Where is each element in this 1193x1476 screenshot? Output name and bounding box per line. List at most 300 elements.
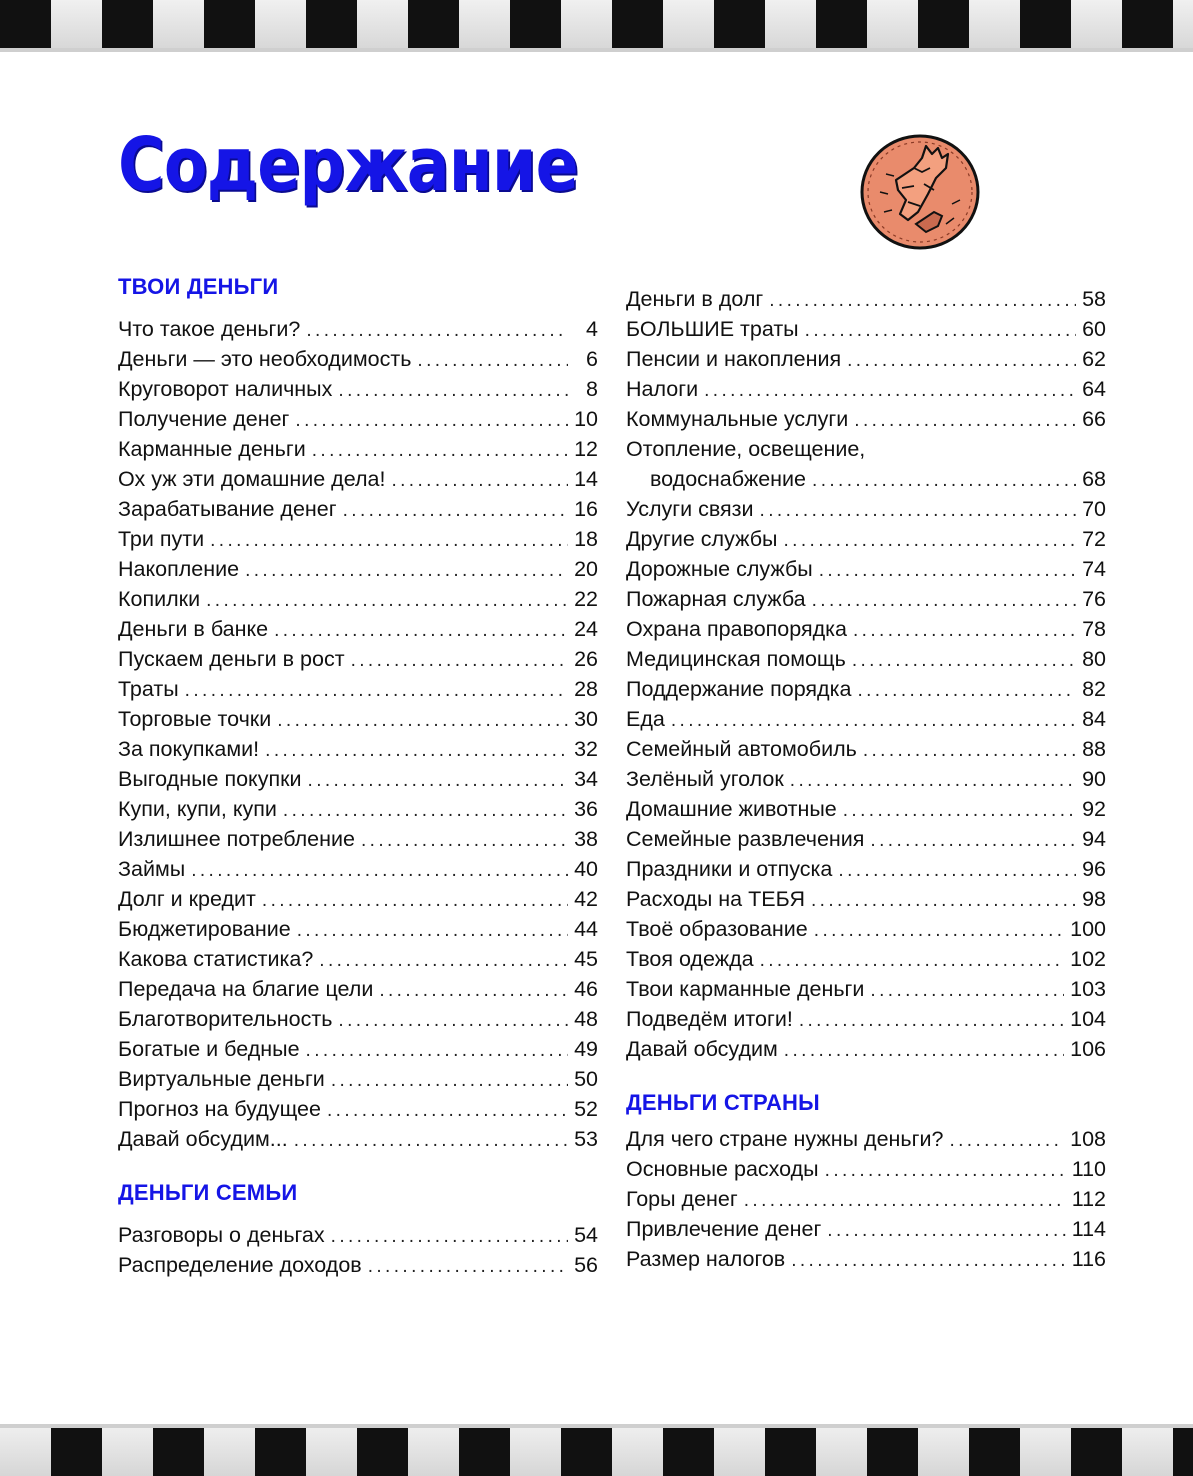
toc-entry[interactable]: [118, 644, 598, 674]
toc-entry[interactable]: [626, 734, 1106, 764]
film-cell: [0, 1424, 51, 1476]
dot-leader: [343, 496, 568, 526]
toc-entry-label: Виртуальные деньги: [118, 1067, 325, 1091]
toc-entry[interactable]: [626, 344, 1106, 374]
toc-entry-label: Твои карманные деньги: [626, 977, 865, 1001]
film-cell: [765, 0, 816, 52]
film-cell: [867, 1424, 918, 1476]
toc-entry-page: 76: [1082, 587, 1106, 611]
toc-entry-page: 64: [1082, 377, 1106, 401]
toc-entry[interactable]: [626, 1154, 1106, 1184]
toc-entry[interactable]: [118, 314, 598, 344]
film-cell: [663, 0, 714, 52]
toc-entry-page: 24: [574, 617, 598, 641]
toc-entry-label: Основные расходы: [626, 1157, 819, 1181]
toc-entry-label: Прогноз на будущее: [118, 1097, 321, 1121]
dot-leader: [784, 1036, 1064, 1066]
toc-entry-page: 12: [574, 437, 598, 461]
toc-entry-label: Круговорот наличных: [118, 377, 333, 401]
toc-entry[interactable]: [118, 884, 598, 914]
toc-column-left: [118, 272, 598, 1280]
dot-leader: [812, 586, 1076, 616]
toc-entry-page: 84: [1082, 707, 1106, 731]
toc-entry-label: Долг и кредит: [118, 887, 256, 911]
dot-leader: [744, 1186, 1066, 1216]
toc-entry[interactable]: [626, 464, 1106, 494]
film-cell: [102, 0, 153, 52]
toc-entry[interactable]: [626, 554, 1106, 584]
film-cell: [1020, 1424, 1071, 1476]
toc-entry-page: 102: [1070, 947, 1106, 971]
dot-leader: [297, 916, 568, 946]
toc-entry[interactable]: [118, 1094, 598, 1124]
toc-entry[interactable]: [118, 674, 598, 704]
toc-entry-label: Охрана правопорядка: [626, 617, 847, 641]
dot-leader: [854, 406, 1076, 436]
dot-leader: [811, 886, 1076, 916]
toc-entry[interactable]: [118, 374, 598, 404]
toc-entry-page: 32: [574, 737, 598, 761]
toc-entry-page: 54: [574, 1223, 598, 1247]
toc-entry[interactable]: [118, 1064, 598, 1094]
toc-entry-label: Пенсии и накопления: [626, 347, 842, 371]
toc-entry[interactable]: [626, 764, 1106, 794]
toc-entry-page: 82: [1082, 677, 1106, 701]
film-cell: [510, 0, 561, 52]
toc-entry-page: 48: [574, 1007, 598, 1031]
toc-entry[interactable]: [118, 434, 598, 464]
dot-leader: [294, 1126, 568, 1156]
toc-entry-label: Бюджетирование: [118, 917, 291, 941]
toc-entry[interactable]: [118, 914, 598, 944]
dot-leader: [308, 766, 568, 796]
toc-entry[interactable]: [118, 764, 598, 794]
toc-entry[interactable]: [118, 464, 598, 494]
toc-entry-page: 58: [1082, 287, 1106, 311]
film-cell: [1020, 0, 1071, 52]
toc-entry-page: 104: [1070, 1007, 1106, 1031]
toc-entry-label: Излишнее потребление: [118, 827, 355, 851]
toc-entry[interactable]: [626, 614, 1106, 644]
toc-entry-label: Поддержание порядка: [626, 677, 852, 701]
dot-leader: [825, 1156, 1066, 1186]
toc-entry[interactable]: [118, 824, 598, 854]
toc-entry-label: Накопление: [118, 557, 240, 581]
toc-entry[interactable]: [118, 1250, 598, 1280]
film-strip-top: [0, 0, 1193, 52]
dot-leader: [306, 1036, 568, 1066]
film-cell: [102, 1424, 153, 1476]
toc-entry-label: Карманные деньги: [118, 437, 306, 461]
dot-leader: [295, 406, 568, 436]
dot-leader: [799, 1006, 1064, 1036]
toc-list-family-left: [118, 1220, 598, 1280]
toc-entry-label: Налоги: [626, 377, 699, 401]
dot-leader: [814, 916, 1064, 946]
toc-entry-label: Коммунальные услуги: [626, 407, 849, 431]
toc-entry-page: 30: [574, 707, 598, 731]
toc-entry-page: 62: [1082, 347, 1106, 371]
film-cell: [51, 0, 102, 52]
toc-entry[interactable]: [626, 284, 1106, 314]
dot-leader: [274, 616, 568, 646]
toc-entry[interactable]: [118, 944, 598, 974]
film-cell: [408, 0, 459, 52]
dot-leader: [704, 376, 1076, 406]
toc-entry[interactable]: [626, 1214, 1106, 1244]
toc-entry[interactable]: [626, 914, 1106, 944]
dot-leader: [805, 316, 1076, 346]
toc-entry-label: Траты: [118, 677, 179, 701]
toc-list-your-money: [118, 314, 598, 1154]
toc-entry-page: 70: [1082, 497, 1106, 521]
dot-leader: [843, 796, 1076, 826]
toc-entry[interactable]: [118, 794, 598, 824]
film-cell: [918, 0, 969, 52]
toc-entry[interactable]: [118, 584, 598, 614]
dot-leader: [847, 346, 1076, 376]
toc-entry-page: 108: [1070, 1127, 1106, 1151]
dot-leader: [870, 826, 1076, 856]
toc-entry-page: 88: [1082, 737, 1106, 761]
toc-entry[interactable]: [118, 404, 598, 434]
dot-leader: [331, 1066, 568, 1096]
toc-entry[interactable]: [626, 824, 1106, 854]
toc-entry-label: Давай обсудим: [626, 1037, 778, 1061]
toc-entry-page: 42: [574, 887, 598, 911]
toc-entry-page: 94: [1082, 827, 1106, 851]
toc-entry-label: Разговоры о деньгах: [118, 1223, 325, 1247]
toc-entry[interactable]: [118, 1004, 598, 1034]
toc-entry-label: Дорожные службы: [626, 557, 813, 581]
dot-leader: [852, 646, 1076, 676]
film-cell: [51, 1424, 102, 1476]
film-cell: [561, 0, 612, 52]
dot-leader: [760, 946, 1065, 976]
dot-leader: [819, 556, 1076, 586]
toc-entry-page: 92: [1082, 797, 1106, 821]
toc-entry-label: Семейный автомобиль: [626, 737, 857, 761]
toc-entry-page: 114: [1071, 1217, 1106, 1241]
toc-entry[interactable]: [118, 494, 598, 524]
film-cell: [204, 0, 255, 52]
toc-entry-page: 38: [574, 827, 598, 851]
film-cell: [204, 1424, 255, 1476]
toc-entry-page: 40: [574, 857, 598, 881]
toc-entry[interactable]: [626, 584, 1106, 614]
dot-leader: [368, 1252, 568, 1282]
toc-entry-page: 26: [574, 647, 598, 671]
section-heading-your-money: ТВОИ ДЕНЬГИ: [118, 274, 279, 299]
toc-entry-label: БОЛЬШИЕ траты: [626, 317, 799, 341]
toc-entry[interactable]: [118, 1124, 598, 1154]
toc-column-right: [626, 284, 1106, 1274]
toc-entry-label: Передача на благие цели: [118, 977, 374, 1001]
toc-entry-page: 98: [1082, 887, 1106, 911]
toc-entry-label: Пускаем деньги в рост: [118, 647, 345, 671]
toc-entry-label: Привлечение денег: [626, 1217, 822, 1241]
toc-entry[interactable]: [626, 854, 1106, 884]
toc-entry-page: 50: [574, 1067, 598, 1091]
film-cell: [1122, 1424, 1173, 1476]
film-cell: [1173, 1424, 1193, 1476]
film-cell: [1173, 0, 1193, 52]
dot-leader: [949, 1126, 1064, 1156]
toc-entry-page: 74: [1082, 557, 1106, 581]
toc-entry-page: 116: [1071, 1247, 1106, 1271]
dot-leader: [206, 586, 568, 616]
toc-entry-label: Праздники и отпуска: [626, 857, 833, 881]
film-cell: [816, 0, 867, 52]
toc-entry-label: Займы: [118, 857, 186, 881]
toc-entry[interactable]: [118, 344, 598, 374]
film-cell: [408, 1424, 459, 1476]
toc-entry-page: 14: [574, 467, 598, 491]
toc-entry[interactable]: [626, 884, 1106, 914]
toc-entry-page: 8: [586, 377, 598, 401]
dot-leader: [210, 526, 568, 556]
toc-entry-label: Еда: [626, 707, 665, 731]
section-heading-family-money: ДЕНЬГИ СЕМЬИ: [118, 1180, 298, 1205]
dot-leader: [812, 466, 1076, 496]
toc-entry-label: Благотворительность: [118, 1007, 333, 1031]
film-cell: [765, 1424, 816, 1476]
film-cell: [1071, 1424, 1122, 1476]
dot-leader: [331, 1222, 568, 1252]
dot-leader: [306, 316, 568, 346]
toc-entry-page: 112: [1071, 1187, 1106, 1211]
film-cell: [255, 1424, 306, 1476]
film-edge: [0, 1424, 1193, 1428]
toc-entry-page: 10: [574, 407, 598, 431]
toc-entry[interactable]: [118, 554, 598, 584]
dot-leader: [857, 676, 1076, 706]
toc-entry[interactable]: [118, 734, 598, 764]
film-cell: [153, 0, 204, 52]
toc-entry-page: 28: [574, 677, 598, 701]
dot-leader: [338, 376, 568, 406]
toc-entry-page: 6: [586, 347, 598, 371]
film-cell: [714, 1424, 765, 1476]
toc-entry-label: Размер налогов: [626, 1247, 786, 1271]
toc-entry-label: Получение денег: [118, 407, 290, 431]
film-cell: [0, 0, 51, 52]
dot-leader: [790, 766, 1076, 796]
toc-entry-label: Ох уж эти домашние дела!: [118, 467, 386, 491]
dot-leader: [379, 976, 568, 1006]
toc-entry[interactable]: [626, 1124, 1106, 1154]
toc-entry[interactable]: [626, 314, 1106, 344]
toc-entry-label: Подведём итоги!: [626, 1007, 793, 1031]
toc-entry[interactable]: [626, 644, 1106, 674]
dot-leader: [277, 706, 568, 736]
toc-entry-label: Давай обсудим...: [118, 1127, 288, 1151]
film-cell: [1122, 0, 1173, 52]
coin-illustration: [856, 128, 982, 252]
toc-entry[interactable]: [118, 1034, 598, 1064]
toc-entry[interactable]: [626, 944, 1106, 974]
toc-entry-page: 16: [574, 497, 598, 521]
dot-leader: [265, 736, 568, 766]
toc-entry[interactable]: [118, 1220, 598, 1250]
toc-entry-page: 90: [1082, 767, 1106, 791]
toc-entry[interactable]: [626, 404, 1106, 434]
dot-leader: [391, 466, 568, 496]
dot-leader: [351, 646, 568, 676]
dot-leader: [671, 706, 1076, 736]
toc-entry-wrapped-line1[interactable]: Отопление, освещение,: [626, 437, 866, 461]
toc-entry-label: Три пути: [118, 527, 205, 551]
toc-entry-label: За покупками!: [118, 737, 260, 761]
film-cell: [969, 1424, 1020, 1476]
toc-entry[interactable]: [626, 1004, 1106, 1034]
toc-entry-label: Купи, купи, купи: [118, 797, 277, 821]
toc-entry-page: 80: [1082, 647, 1106, 671]
toc-entry-page: 44: [574, 917, 598, 941]
dot-leader: [863, 736, 1076, 766]
film-cell: [153, 1424, 204, 1476]
toc-entry-page: 18: [574, 527, 598, 551]
film-cell: [255, 0, 306, 52]
toc-entry-label: Семейные развлечения: [626, 827, 865, 851]
film-cell: [357, 0, 408, 52]
film-cell: [459, 1424, 510, 1476]
toc-entry[interactable]: [626, 794, 1106, 824]
dot-leader: [769, 286, 1076, 316]
toc-entry[interactable]: [118, 974, 598, 1004]
toc-entry-label: Распределение доходов: [118, 1253, 362, 1277]
toc-entry[interactable]: [626, 974, 1106, 1004]
toc-entry[interactable]: [118, 614, 598, 644]
dot-leader: [827, 1216, 1065, 1246]
film-cell: [459, 0, 510, 52]
toc-entry-page: 22: [574, 587, 598, 611]
section-heading-country-money: ДЕНЬГИ СТРАНЫ: [626, 1090, 820, 1115]
dot-leader: [245, 556, 568, 586]
toc-entry-label: Деньги — это необходимость: [118, 347, 412, 371]
toc-entry[interactable]: [626, 524, 1106, 554]
film-cell: [918, 1424, 969, 1476]
toc-entry-label: Какова статистика?: [118, 947, 314, 971]
dot-leader: [327, 1096, 568, 1126]
toc-entry-label: Выгодные покупки: [118, 767, 302, 791]
dot-leader: [283, 796, 568, 826]
toc-list-family-right-b: [626, 494, 1106, 1064]
toc-entry-page: 34: [574, 767, 598, 791]
dot-leader: [338, 1006, 568, 1036]
toc-entry-page: 45: [574, 947, 598, 971]
dot-leader: [791, 1246, 1066, 1276]
toc-entry[interactable]: [626, 1184, 1106, 1214]
toc-entry-page: 100: [1070, 917, 1106, 941]
dot-leader: [784, 526, 1077, 556]
toc-entry-page: 78: [1082, 617, 1106, 641]
toc-entry-label: Копилки: [118, 587, 201, 611]
toc-entry-label: Торговые точки: [118, 707, 272, 731]
toc-entry[interactable]: [626, 674, 1106, 704]
dot-leader: [319, 946, 568, 976]
film-cell: [969, 0, 1020, 52]
film-cell: [663, 1424, 714, 1476]
toc-entry-label: Медицинская помощь: [626, 647, 846, 671]
toc-entry-page: 106: [1070, 1037, 1106, 1061]
film-cell: [306, 0, 357, 52]
toc-entry[interactable]: [118, 704, 598, 734]
film-cell: [867, 0, 918, 52]
toc-entry[interactable]: [626, 374, 1106, 404]
toc-entry-label: Зарабатывание денег: [118, 497, 337, 521]
toc-entry-label: Что такое деньги?: [118, 317, 301, 341]
toc-entry[interactable]: [626, 1244, 1106, 1274]
toc-entry-label: Твоя одежда: [626, 947, 754, 971]
toc-entry-page: 96: [1082, 857, 1106, 881]
dot-leader: [262, 886, 568, 916]
film-cell: [357, 1424, 408, 1476]
dot-leader: [853, 616, 1076, 646]
dot-leader: [312, 436, 568, 466]
toc-entry-label: Расходы на ТЕБЯ: [626, 887, 805, 911]
film-cell: [306, 1424, 357, 1476]
toc-entry[interactable]: [626, 1034, 1106, 1064]
toc-entry[interactable]: [626, 704, 1106, 734]
toc-entry[interactable]: [626, 494, 1106, 524]
film-strip-bottom: [0, 1424, 1193, 1476]
film-cell: [714, 0, 765, 52]
film-edge: [0, 48, 1193, 52]
toc-entry-label: Услуги связи: [626, 497, 754, 521]
page-title: Содержание: [118, 122, 578, 208]
toc-entry-page: 52: [574, 1097, 598, 1121]
toc-entry-page: 20: [574, 557, 598, 581]
toc-entry-label: Деньги в долг: [626, 287, 764, 311]
toc-entry-label: Для чего стране нужны деньги?: [626, 1127, 944, 1151]
dot-leader: [838, 856, 1076, 886]
toc-list-family-right-a: [626, 284, 1106, 434]
film-cell: [1071, 0, 1122, 52]
toc-entry-page: 110: [1071, 1157, 1106, 1181]
film-cell: [561, 1424, 612, 1476]
film-cell: [612, 1424, 663, 1476]
film-cell: [816, 1424, 867, 1476]
toc-entry-label: Деньги в банке: [118, 617, 269, 641]
dot-leader: [191, 856, 568, 886]
toc-entry-page: 68: [1082, 467, 1106, 491]
toc-entry-page: 49: [574, 1037, 598, 1061]
film-cell: [612, 0, 663, 52]
film-cell: [510, 1424, 561, 1476]
toc-entry[interactable]: [118, 524, 598, 554]
toc-entry-page: 53: [574, 1127, 598, 1151]
toc-entry-page: 46: [574, 977, 598, 1001]
toc-entry-label: Домашние животные: [626, 797, 837, 821]
toc-entry[interactable]: [118, 854, 598, 884]
toc-entry-page: 60: [1082, 317, 1106, 341]
dot-leader: [185, 676, 568, 706]
toc-entry-label: Зелёный уголок: [626, 767, 784, 791]
toc-entry-page: 72: [1082, 527, 1106, 551]
dot-leader: [760, 496, 1076, 526]
toc-entry-page: 66: [1082, 407, 1106, 431]
toc-entry-label: водоснабжение: [650, 467, 807, 491]
toc-entry-label: Твоё образование: [626, 917, 808, 941]
toc-entry-label: Богатые и бедные: [118, 1037, 300, 1061]
toc-entry-page: 103: [1070, 977, 1106, 1001]
toc-entry-page: 56: [574, 1253, 598, 1277]
dot-leader: [870, 976, 1064, 1006]
toc-entry-page: 36: [574, 797, 598, 821]
toc-entry-label: Пожарная служба: [626, 587, 806, 611]
toc-entry-label: Горы денег: [626, 1187, 738, 1211]
